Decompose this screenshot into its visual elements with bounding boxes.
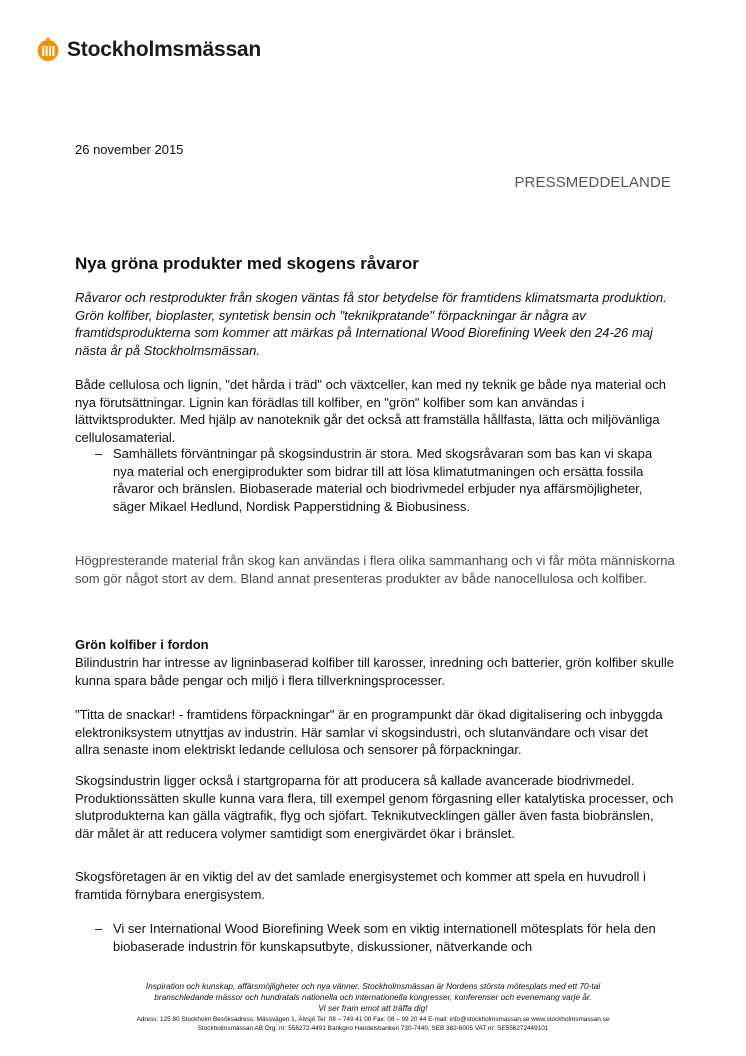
footer-org-info: Stockholmsmässan AB Org. nr: 556272-4491 Bankgiro Handelsbanken 730-7440, SEB 382-6005 VAT nr: SE556272449101 bbox=[197, 1025, 549, 1032]
headline: Nya gröna produkter med skogens råvaror bbox=[75, 254, 419, 273]
body-paragraph-2: Högpresterande material från skog kan användas i flera olika sammanhang och vi får möta människorna som gör något stort av dem. Bland annat presenteras produkter av både nanocellulosa och kolfiber. bbox=[75, 553, 675, 586]
intro-paragraph: Råvaror och restprodukter från skogen väntas få stor betydelse för framtidens klimatsmarta produktion. Grön kolfiber, bioplaster, syntetisk bensin och "teknikpratande" förpackningar är några av framtidsprodukterna som kommer att märkas på International Wood Biorefining Week den 24-26 maj nästa år på Stockholmsmässan. bbox=[75, 290, 667, 358]
page-footer bbox=[0, 981, 746, 1033]
body-paragraph-5: Skogsindustrin ligger också i startgroparna för att producera så kallade avancerade biodrivmedel. Produktionssätten skulle kunna vara flera, till exempel genom förgasning eller katalytiska processer, och slutprodukterna kan gälla vägtrafik, flyg och sjöfart. Teknikutvecklingen gäller även fasta biobränslen, där målet är att reducera volymer samtidigt som energivärdet ökar i bränslet. bbox=[75, 773, 674, 841]
document-type: PRESSMEDDELANDE bbox=[514, 174, 671, 191]
quote-bullet-2 bbox=[75, 920, 675, 955]
release-date: 26 november 2015 bbox=[75, 142, 184, 157]
body-paragraph-3: Bilindustrin har intresse av ligninbaserad kolfiber till karosser, inredning och batterier, grön kolfiber skulle kunna spara både pengar och miljö i flera tillverkningsprocesser. bbox=[75, 655, 675, 688]
logo-text: Stockholmsmässan bbox=[67, 37, 262, 61]
company-logo bbox=[37, 37, 261, 62]
footer-tagline-2: branschledande mässor och hundratals nationella och internationella kongresser, konferenser och evenemang varje år. bbox=[154, 992, 592, 1002]
body-paragraph-4: "Titta de snackar! - framtidens förpackningar" är en programpunkt där ökad digitalisering och inbyggda elektroniksystem utnyttjas av industrin. Här samlar vi skogsindustri, och slutanvändare och visar det allra senaste inom elektriskt ledande cellulosa och sensorer på förpackningar. bbox=[75, 707, 663, 757]
quote-bullet-1 bbox=[75, 445, 675, 515]
footer-tagline-1: Inspiration och kunskap, affärsmöjligheter och nya vänner. Stockholmsmässan är Nordens största mötesplats med ett 70-tal bbox=[145, 981, 601, 991]
bullet-dash: – bbox=[95, 446, 103, 461]
bullet-dash: – bbox=[95, 921, 103, 936]
quote-text-2: Vi ser International Wood Biorefining Week som en viktig internationell mötesplats för hela den biobaserade industrin för kunskapsutbyte, diskussioner, nätverkande och bbox=[113, 921, 656, 954]
footer-address: Adress: 125 80 Stockholm Besöksadress: Mässvägen 1, Älvsjö Tel: 08 – 749 41 00 Fax: 08 – 99 20 44 E-mail: info@stockholmsmassan.se www.stockholmsmassan.se bbox=[136, 1016, 610, 1023]
body-paragraph-6: Skogsföretagen är en viktig del av det samlade energisystemet och kommer att spela en huvudroll i framtida förnybara energisystem. bbox=[75, 869, 646, 902]
body-paragraph-1: Både cellulosa och lignin, "det hårda i träd" och växtceller, kan med ny teknik ge både nya material och nya förutsättningar. Lignin kan förädlas till kolfiber, en "grön" kolfiber som kan användas i lättviktsprodukter. Med hjälp av nanoteknik går det också att framställa hållfasta, lätta och miljövänliga cellulosamaterial. bbox=[75, 377, 666, 445]
footer-tagline-3: Vi ser fram emot att träffa dig! bbox=[318, 1003, 428, 1013]
quote-text-1: Samhällets förväntningar på skogsindustrin är stora. Med skogsråvaran som bas kan vi skapa nya material och energiprodukter som bidrar till att lösa klimatutmaningen och ersätta fossila råvaror och bränslen. Biobaserade material och biodrivmedel erbjuder nya affärsmöjligheter, säger Mikael Hedlund, Nordisk Papperstidning & Biobusiness. bbox=[113, 446, 653, 514]
stockholmsmassan-logo-icon bbox=[37, 37, 59, 62]
section-heading: Grön kolfiber i fordon bbox=[75, 637, 209, 652]
